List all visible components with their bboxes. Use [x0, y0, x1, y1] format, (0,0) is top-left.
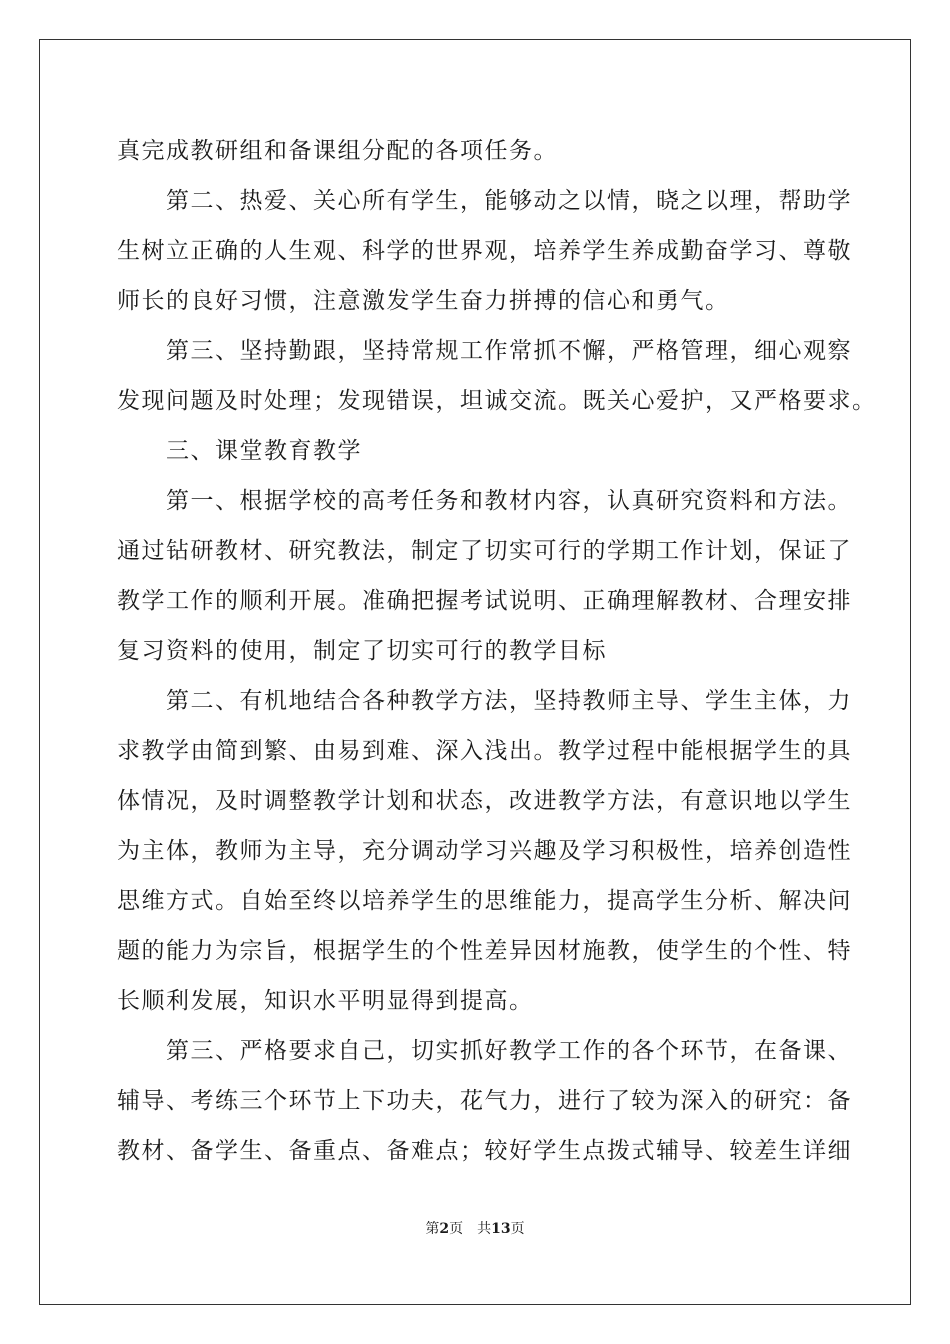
- text-line: 求教学由简到繁、由易到难、深入浅出。教学过程中能根据学生的具: [117, 738, 852, 764]
- section-heading: 三、课堂教育教学: [117, 438, 362, 464]
- text-line: 师长的良好习惯，注意激发学生奋力拼搏的信心和勇气。: [117, 288, 730, 314]
- page-prefix: 第: [425, 1221, 440, 1237]
- text-line: 生树立正确的人生观、科学的世界观，培养学生养成勤奋学习、尊敬: [117, 238, 852, 264]
- text-line: 第二、有机地结合各种教学方法，坚持教师主导、学生主体，力: [117, 688, 852, 714]
- text-line: 第三、坚持勤跟，坚持常规工作常抓不懈，严格管理，细心观察: [117, 338, 852, 364]
- text-line: 真完成教研组和备课组分配的各项任务。: [117, 138, 558, 164]
- text-line: 教材、备学生、备重点、备难点；较好学生点拨式辅导、较差生详细: [117, 1138, 852, 1164]
- text-line: 长顺利发展，知识水平明显得到提高。: [117, 988, 534, 1014]
- text-line: 题的能力为宗旨，根据学生的个性差异因材施教，使学生的个性、特: [117, 938, 852, 964]
- page-total: 13: [491, 1221, 511, 1237]
- text-line: 复习资料的使用，制定了切实可行的教学目标: [117, 638, 607, 664]
- text-line: 思维方式。自始至终以培养学生的思维能力，提高学生分析、解决问: [117, 888, 852, 914]
- page-footer: [0, 1220, 950, 1238]
- text-line: 教学工作的顺利开展。准确把握考试说明、正确理解教材、合理安排: [117, 588, 852, 614]
- page-current: 2: [439, 1221, 450, 1237]
- page-mid: 页 共: [449, 1221, 492, 1237]
- text-line: 辅导、考练三个环节上下功夫，花气力，进行了较为深入的研究：备: [117, 1088, 852, 1114]
- text-line: 发现问题及时处理；发现错误，坦诚交流。既关心爱护，又严格要求。: [117, 388, 877, 414]
- text-line: 第二、热爱、关心所有学生，能够动之以情，晓之以理，帮助学: [117, 188, 852, 214]
- text-line: 体情况，及时调整教学计划和状态，改进教学方法，有意识地以学生: [117, 788, 852, 814]
- text-line: 第三、严格要求自己，切实抓好教学工作的各个环节，在备课、: [117, 1038, 852, 1064]
- text-line: 为主体，教师为主导，充分调动学习兴趣及学习积极性，培养创造性: [117, 838, 852, 864]
- text-line: 第一、根据学校的高考任务和教材内容，认真研究资料和方法。: [117, 488, 852, 514]
- page-suffix: 页: [510, 1221, 525, 1237]
- text-line: 通过钻研教材、研究教法，制定了切实可行的学期工作计划，保证了: [117, 538, 852, 564]
